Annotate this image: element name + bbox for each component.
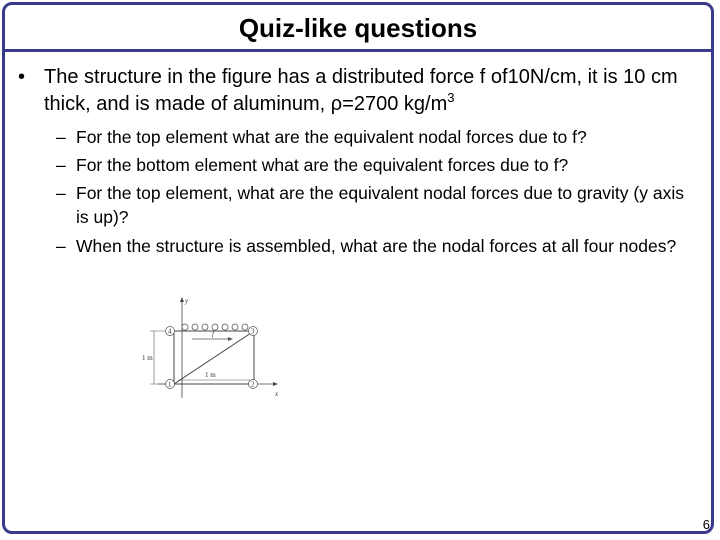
sub-item-marker: – (56, 183, 66, 203)
page-number: 6 (702, 517, 710, 532)
sub-item-text: For the bottom element what are the equivalent forces due to f? (76, 155, 569, 175)
sub-item-marker: – (56, 236, 66, 256)
x-axis-label: x (275, 390, 279, 398)
height-label: 1 m (142, 354, 153, 362)
distributed-force (182, 324, 248, 330)
y-axis-label: y (185, 297, 189, 305)
force-arrow-head (228, 337, 233, 341)
width-label: 1 m (205, 371, 216, 379)
y-axis-arrow (180, 297, 184, 302)
node-label: 3 (251, 327, 255, 336)
bullet-marker: • (18, 66, 26, 88)
node-label: 1 (168, 380, 172, 389)
structure-figure (138, 294, 288, 404)
node-label: 4 (168, 327, 172, 336)
slide-title: Quiz-like questions (238, 13, 478, 43)
force-label: f (212, 330, 214, 338)
node-label: 2 (251, 380, 255, 389)
sub-item-marker: – (56, 155, 66, 175)
x-axis-arrow (273, 382, 278, 386)
sub-item-marker: – (56, 127, 66, 147)
bullet-superscript: 3 (447, 90, 455, 105)
sub-item-text: For the top element, what are the equivalent nodal forces due to gravity (y axis is up)? (76, 183, 684, 227)
title-bar (2, 2, 714, 52)
bullet-text (44, 64, 694, 118)
sub-item-text: For the top element what are the equivalent nodal forces due to f? (76, 127, 587, 147)
bullet-text-body: The structure in the figure has a distributed force f of10N/cm, it is 10 cm thick, and is made of aluminum, ρ=2700 kg/m (44, 66, 678, 115)
sub-item-text: When the structure is assembled, what are the nodal forces at all four nodes? (76, 236, 677, 256)
